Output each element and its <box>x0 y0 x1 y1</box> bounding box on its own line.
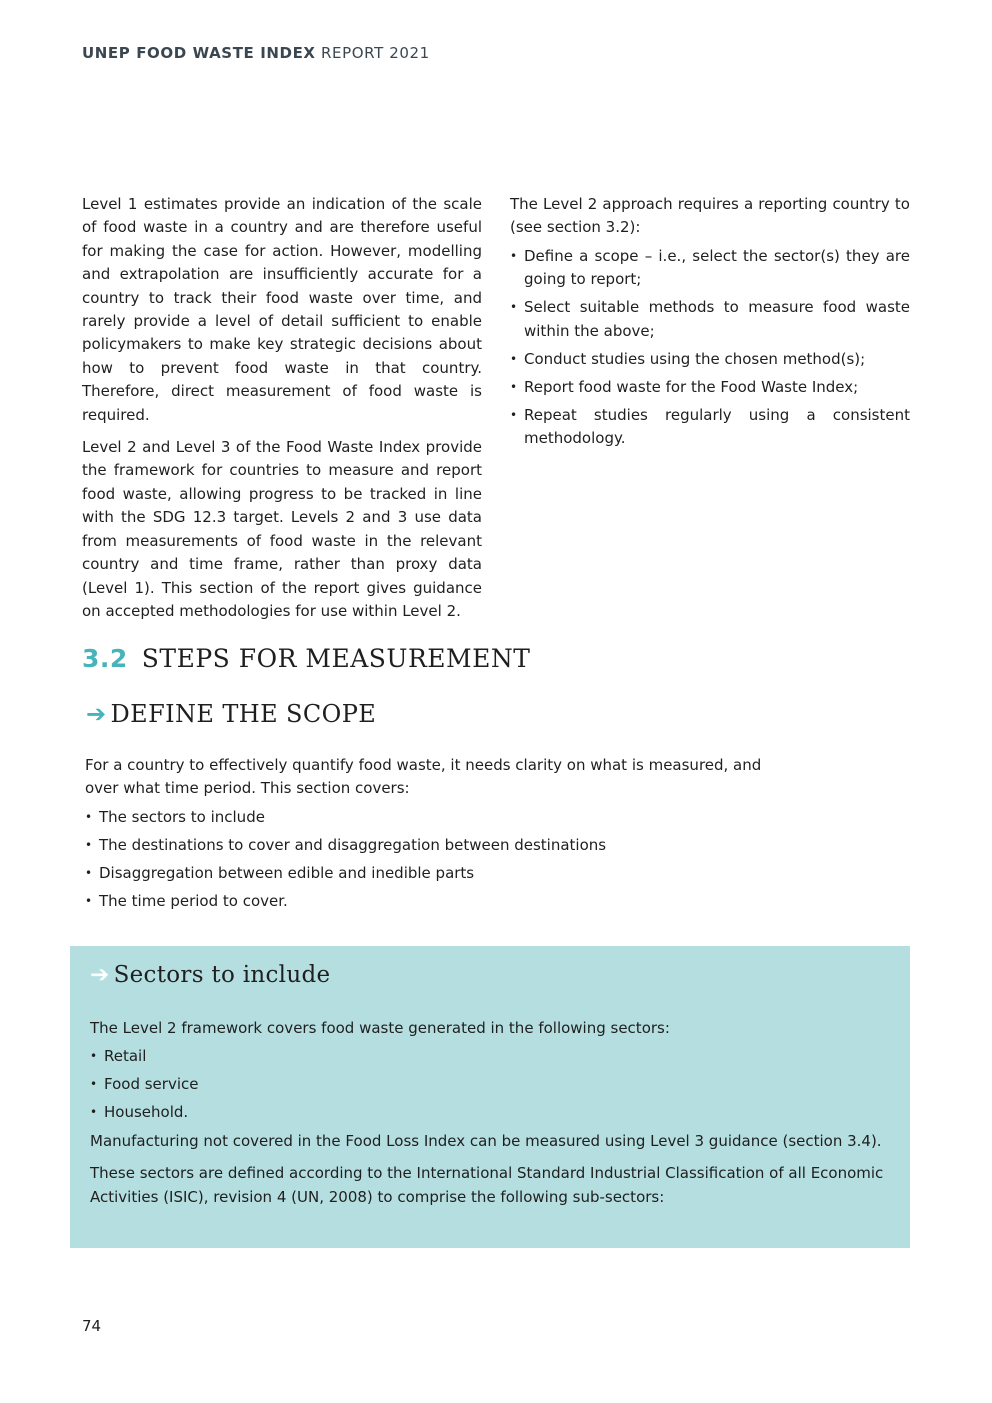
box-title: Sectors to include <box>113 962 331 988</box>
left-column <box>82 193 482 632</box>
paragraph: For a country to effectively quantify food waste, it needs clarity on what is measured, and over what time period. This section covers: <box>85 756 762 798</box>
paragraph: The Level 2 approach requires a reporting country to (see section 3.2): <box>510 195 910 237</box>
subsection-title: DEFINE THE SCOPE <box>110 700 377 728</box>
paragraph: Manufacturing not covered in the Food Loss Index can be measured using Level 3 guidance (section 3.4). <box>90 1131 882 1150</box>
scope-content <box>85 754 765 918</box>
section-number: 3.2 <box>82 644 128 673</box>
subsection-heading <box>86 700 376 728</box>
list-item: • Food service <box>90 1073 895 1096</box>
page-number: 74 <box>82 1317 102 1335</box>
report-subtitle: REPORT 2021 <box>320 44 430 62</box>
paragraph: Level 1 estimates provide an indication of the scale of food waste in a country and are therefore useful for making the case for action. However, modelling and extrapolation are insufficiently accurate for a country to track their food waste over time, and rarely provide a level of detail sufficient to enable policymakers to make key strategic decisions about how to prevent food waste in that country. Therefore, direct measurement of food waste is required. <box>82 195 482 424</box>
list-item: • Retail <box>90 1045 895 1068</box>
section-title: STEPS FOR MEASUREMENT <box>141 644 531 673</box>
sectors-list <box>90 1045 895 1124</box>
list-item: • Select suitable methods to measure food waste within the above; <box>510 296 910 343</box>
list-item: • Repeat studies regularly using a consistent methodology. <box>510 404 910 451</box>
list-item: • Household. <box>90 1101 895 1124</box>
list-item: • Define a scope – i.e., select the sector(s) they are going to report; <box>510 245 910 292</box>
box-heading <box>90 962 330 988</box>
arrow-icon: ➔ <box>90 962 110 988</box>
list-item: • The time period to cover. <box>85 890 765 913</box>
sectors-box <box>70 946 910 1248</box>
report-title: UNEP FOOD WASTE INDEX <box>82 44 316 62</box>
list-item: • The destinations to cover and disaggregation between destinations <box>85 834 765 857</box>
scope-list <box>85 806 765 913</box>
paragraph: Level 2 and Level 3 of the Food Waste Index provide the framework for countries to measure and report food waste, allowing progress to be tracked in line with the SDG 12.3 target. Levels 2 and 3 use data from measurements of food waste in the relevant country and time frame, rather than proxy data (Level 1). This section of the report gives guidance on accepted methodologies for use within Level 2. <box>82 438 482 620</box>
list-item: • The sectors to include <box>85 806 765 829</box>
list-item: • Disaggregation between edible and inedible parts <box>85 862 765 885</box>
running-header <box>82 44 430 62</box>
section-heading <box>82 644 530 673</box>
box-body <box>90 1017 895 1218</box>
list-item: • Conduct studies using the chosen method(s); <box>510 348 910 371</box>
paragraph: These sectors are defined according to the International Standard Industrial Classification of all Economic Activities (ISIC), revision 4 (UN, 2008) to comprise the following sub-sectors: <box>90 1164 884 1206</box>
level2-steps-list <box>510 245 910 451</box>
list-item: • Report food waste for the Food Waste Index; <box>510 376 910 399</box>
arrow-icon: ➔ <box>86 700 107 728</box>
paragraph: The Level 2 framework covers food waste generated in the following sectors: <box>90 1019 670 1037</box>
right-column <box>510 193 910 455</box>
